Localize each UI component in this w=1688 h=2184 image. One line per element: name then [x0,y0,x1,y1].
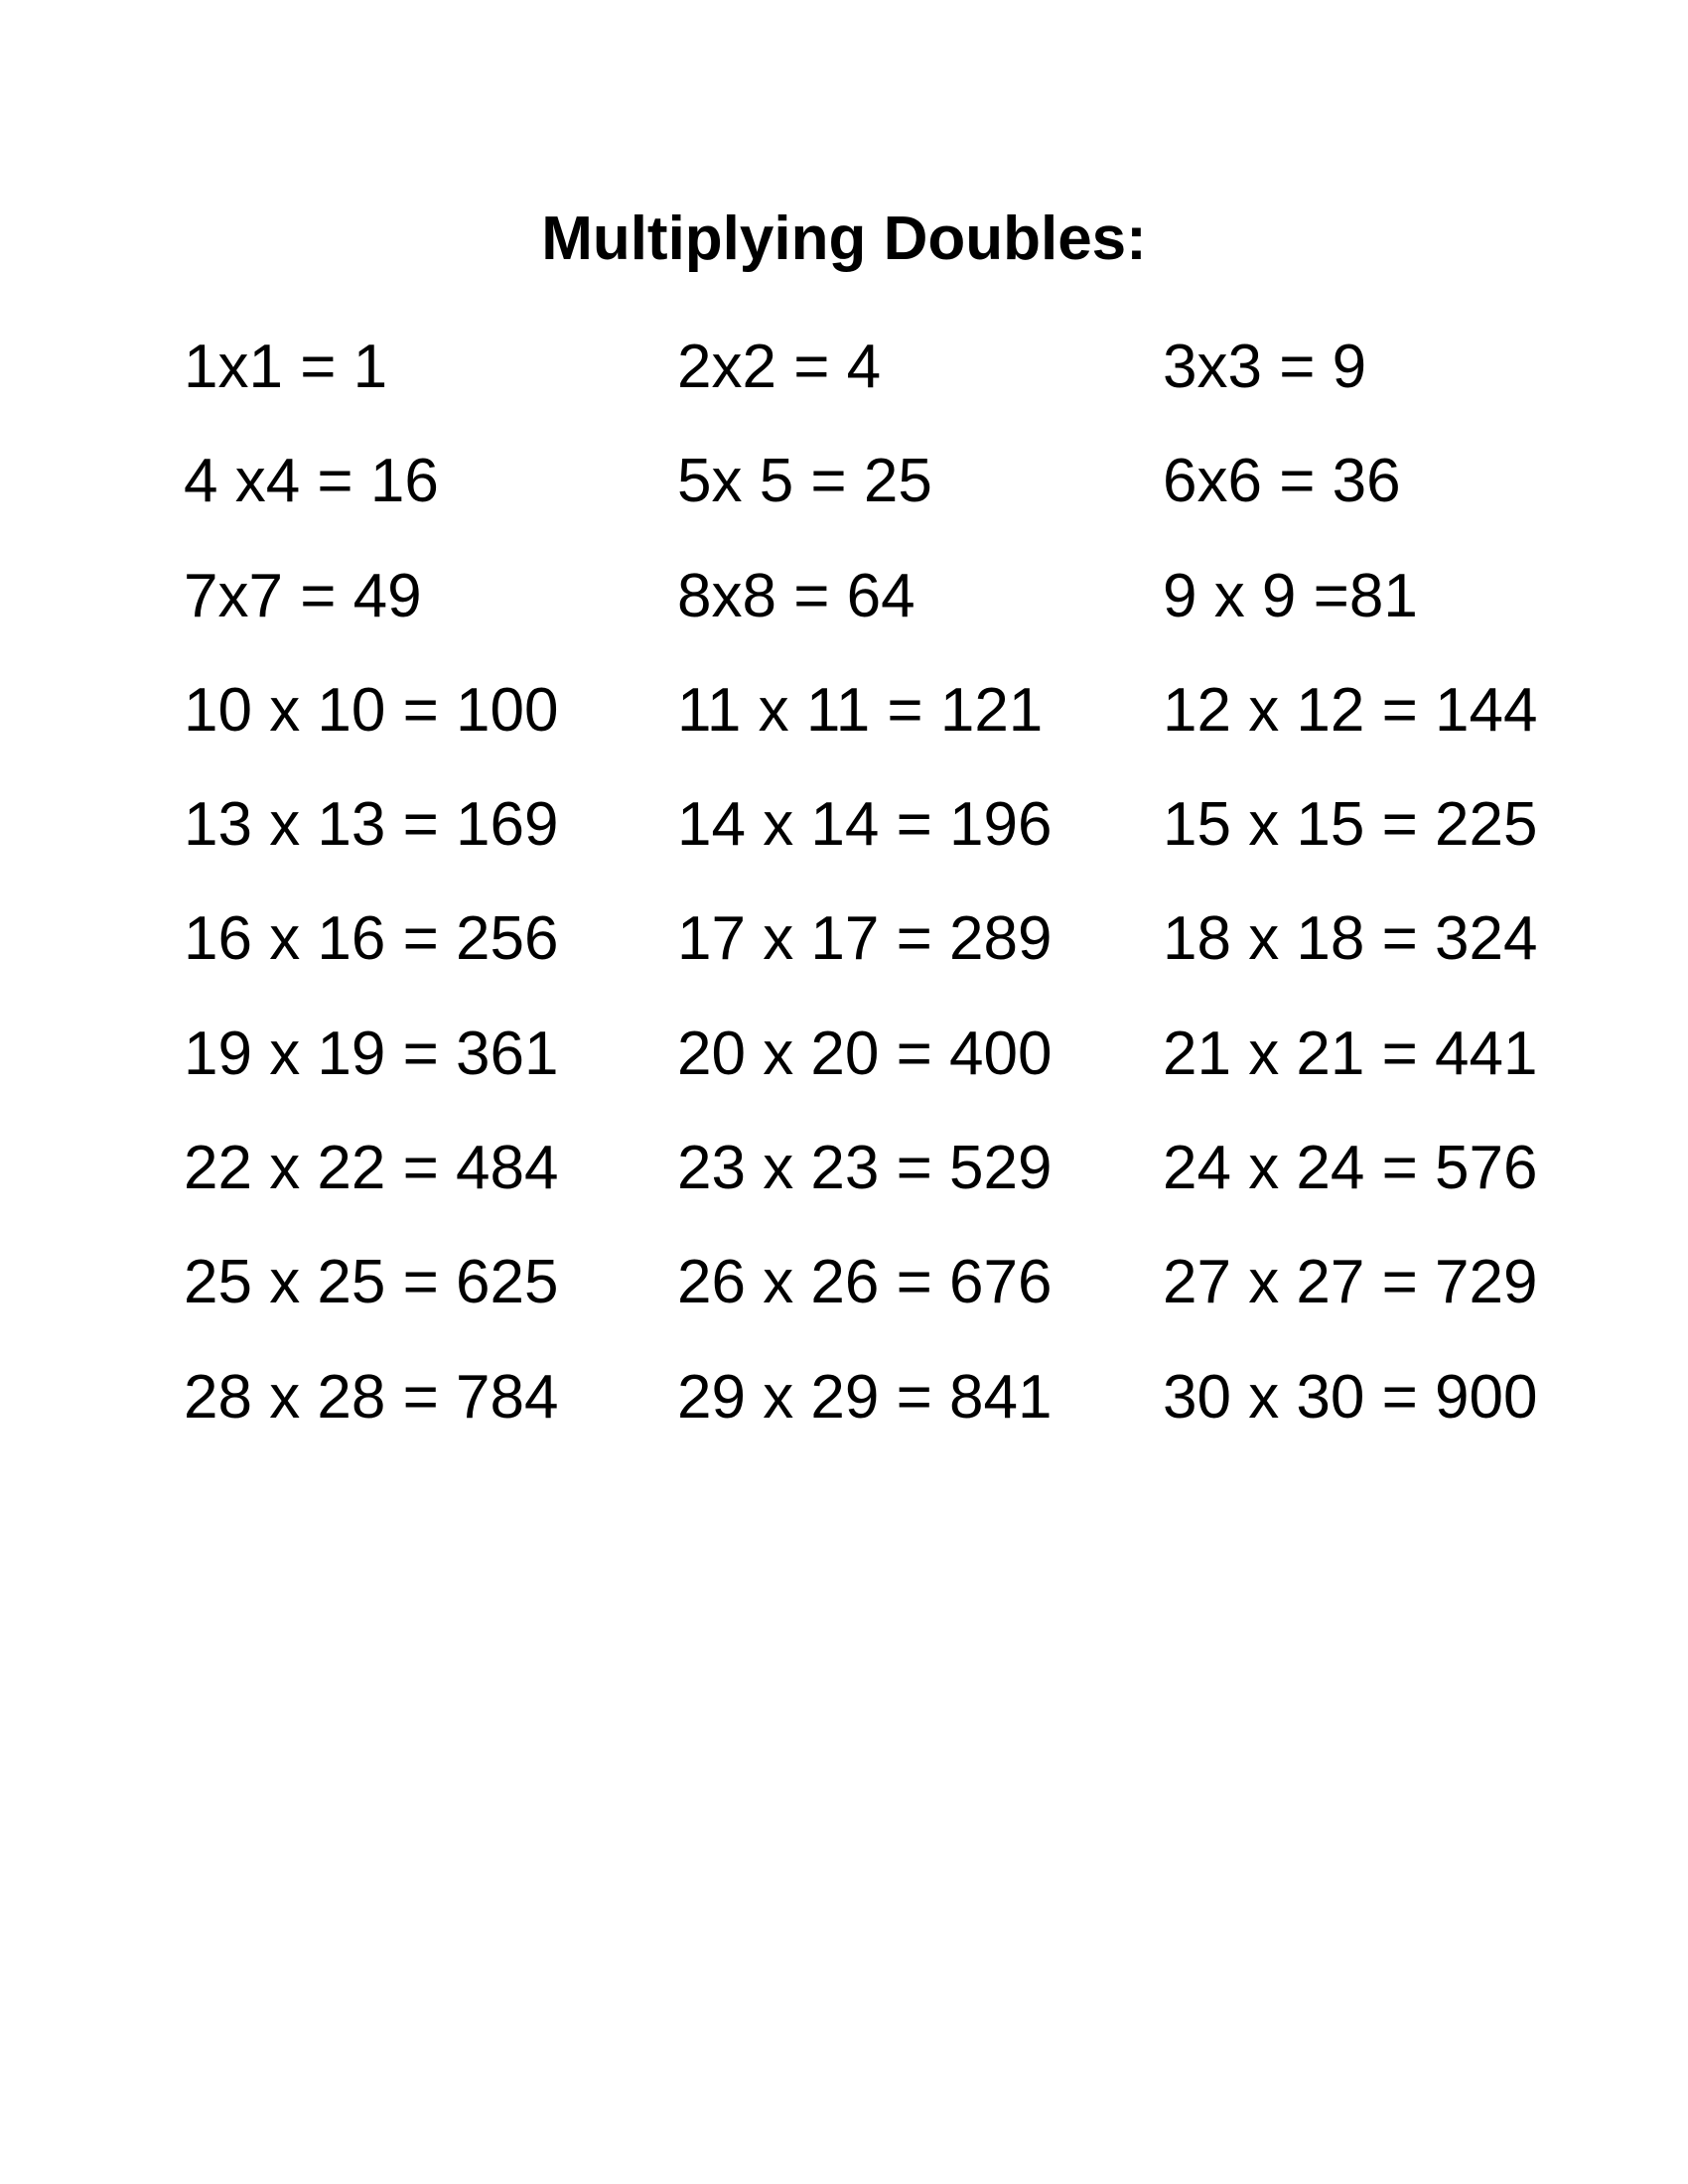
equation: 27 x 27 = 729 [1163,1248,1538,1317]
equation: 9 x 9 =81 [1163,561,1418,630]
equation: 11 x 11 = 121 [677,675,1044,745]
equation: 15 x 15 = 225 [1163,790,1538,860]
equation: 17 x 17 = 289 [677,904,1053,974]
equation: 12 x 12 = 144 [1163,675,1538,745]
equation: 19 x 19 = 361 [184,1019,559,1088]
equation: 21 x 21 = 441 [1163,1019,1538,1088]
equation: 26 x 26 = 676 [677,1248,1053,1317]
equation: 5x 5 = 25 [677,447,932,516]
equation: 20 x 20 = 400 [677,1019,1053,1088]
equation: 13 x 13 = 169 [184,790,559,860]
equation: 16 x 16 = 256 [184,904,559,974]
equation: 8x8 = 64 [677,561,915,630]
equation: 3x3 = 9 [1163,333,1367,401]
equation: 30 x 30 = 900 [1163,1362,1538,1432]
equation: 2x2 = 4 [677,333,882,401]
equation: 23 x 23 = 529 [677,1134,1053,1203]
equation: 4 x4 = 16 [184,447,439,516]
equation: 10 x 10 = 100 [184,675,559,745]
equation: 14 x 14 = 196 [677,790,1053,860]
equation: 29 x 29 = 841 [677,1362,1053,1432]
worksheet-title: Multiplying Doubles: [541,205,1147,273]
equation: 18 x 18 = 324 [1163,904,1538,974]
equation: 7x7 = 49 [184,561,422,630]
equation: 24 x 24 = 576 [1163,1134,1538,1203]
equation: 1x1 = 1 [184,333,388,401]
equation: 28 x 28 = 784 [184,1362,559,1432]
equations-grid [184,310,1679,1454]
equation: 6x6 = 36 [1163,447,1401,516]
equation: 22 x 22 = 484 [184,1134,559,1203]
equation: 25 x 25 = 625 [184,1248,559,1317]
